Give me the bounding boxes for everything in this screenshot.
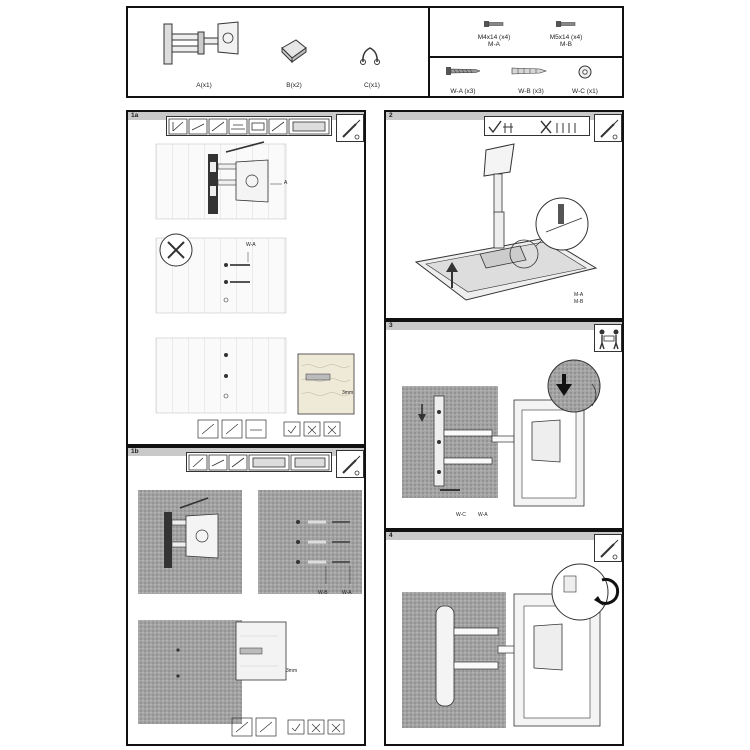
step-1b-panel [126, 446, 366, 746]
tool-icons [169, 119, 331, 135]
wall-anchor-icon [512, 66, 546, 76]
step-2-tool-strip [484, 116, 590, 136]
step-1a-number: 1a [131, 112, 139, 119]
part-ma-size: M4x14 (x4) [477, 34, 511, 41]
tool-icons-1b [189, 455, 331, 471]
two-person-lift-icon [597, 328, 621, 350]
step-3-people-box [594, 324, 622, 352]
callout-mb-2: M-B [574, 299, 584, 305]
cable-clip-icon [358, 42, 382, 66]
step-1b-tool-strip [186, 452, 332, 472]
step-3-header [386, 322, 622, 330]
step-3-panel [384, 320, 624, 530]
step-2-number: 2 [389, 112, 393, 119]
parts-hdivider [430, 56, 622, 58]
step-1a-tool-strip [166, 116, 332, 136]
part-wc-label: W-C (x1) [572, 88, 598, 95]
callout-wa-3: W-A [478, 512, 488, 518]
part-wa-label: W-A (x3) [450, 88, 476, 95]
screw-m5-icon [556, 20, 576, 28]
screwdriver-icon [340, 118, 362, 140]
step-4-tool-box [594, 534, 622, 562]
step-2-tool-box [594, 114, 622, 142]
depth-label-1b: 3mm [286, 668, 298, 674]
callout-wa-1b: W-A [342, 590, 352, 596]
screwdriver-icon [598, 538, 620, 560]
wood-screw-icon [446, 66, 480, 76]
callout-wa-1a: W-A [246, 242, 256, 248]
part-wb-label: W-B (x3) [518, 88, 544, 95]
step-1a-tool-box [336, 114, 364, 142]
part-mb-label [536, 34, 596, 48]
part-ma-label [464, 34, 524, 48]
step-4-panel [384, 530, 624, 746]
spacer-cap-icon [278, 38, 308, 64]
part-b-label: B(x2) [286, 82, 302, 89]
step-3-number: 3 [389, 322, 393, 329]
parts-divider [428, 8, 430, 96]
callout-ma-2: M-A [574, 292, 584, 298]
step-4-header [386, 532, 622, 540]
part-mb-code: M-B [560, 41, 572, 48]
part-ma-code: M-A [488, 41, 500, 48]
part-c-label: C(x1) [364, 82, 380, 89]
depth-label-1a: 3mm [342, 390, 354, 396]
callout-wc-3: W-C [456, 512, 466, 518]
step-3-drawing [394, 356, 620, 528]
screwdriver-icon [598, 118, 620, 140]
step-1a-panel [126, 110, 366, 446]
step-1a-drawing-top [156, 144, 316, 224]
step-1b-drawing [136, 486, 366, 746]
step-1b-number: 1b [131, 448, 139, 455]
callout-a: A [284, 180, 288, 186]
part-mb-size: M5x14 (x4) [549, 34, 583, 41]
step-4-drawing [394, 566, 620, 742]
screwdriver-icon [340, 454, 362, 476]
step-1a-drawing-bottom [156, 330, 366, 420]
washer-icon [578, 65, 592, 79]
step-1a-footer-icons [198, 418, 358, 440]
parts-list [126, 6, 624, 98]
bracket-arm-icon [162, 18, 242, 68]
step-2-panel [384, 110, 624, 320]
step-4-number: 4 [389, 532, 393, 539]
check-cross-icons [487, 119, 589, 135]
step-2-drawing [396, 142, 616, 317]
screw-m4-icon [484, 20, 504, 28]
part-a-label: A(x1) [196, 82, 212, 89]
step-1b-footer-icons [232, 716, 362, 738]
step-1a-drawing-mid [156, 230, 316, 320]
step-1b-tool-box [336, 450, 364, 478]
callout-wb-1b: W-B [318, 590, 328, 596]
